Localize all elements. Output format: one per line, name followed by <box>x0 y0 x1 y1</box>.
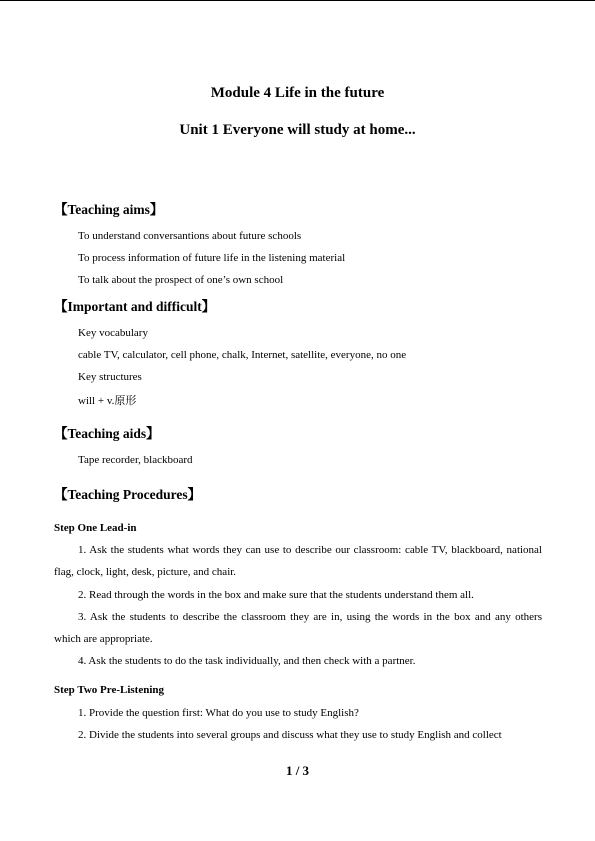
step-one-heading: Step One Lead-in <box>54 522 137 534</box>
important-line: cable TV, calculator, cell phone, chalk, Internet, satellite, everyone, no one <box>78 349 407 361</box>
document-subtitle: Unit 1 Everyone will study at home... <box>179 122 416 138</box>
important-difficult-heading: 【Important and difficult】 <box>54 299 216 314</box>
step-one-item: 2. Read through the words in the box and make sure that the students understand them all. <box>78 589 474 601</box>
teaching-aims-heading: 【Teaching aims】 <box>54 202 164 217</box>
important-line: will + v.原形 <box>78 395 137 407</box>
teaching-procedures-heading: 【Teaching Procedures】 <box>54 487 202 502</box>
aims-line: To process information of future life in the listening material <box>78 252 346 264</box>
important-line: Key vocabulary <box>78 327 148 339</box>
top-border <box>0 0 595 1</box>
step-two-item: 1. Provide the question first: What do you use to study English? <box>78 707 359 719</box>
teaching-aids-heading: 【Teaching aids】 <box>54 426 160 441</box>
page-number: 1 / 3 <box>285 763 310 778</box>
document-title: Module 4 Life in the future <box>210 85 385 101</box>
aims-line: To understand conversantions about future schools <box>78 230 302 242</box>
step-two-item: 2. Divide the students into several groups and discuss what they use to study English and collect <box>78 729 502 741</box>
step-one-item: 3. Ask the students to describe the classroom they are in, using the words in the box and any others which are appropriate. <box>54 611 542 646</box>
important-line: Key structures <box>78 371 142 383</box>
aids-line: Tape recorder, blackboard <box>78 454 193 466</box>
step-one-item: 4. Ask the students to do the task individually, and then check with a partner. <box>78 655 416 667</box>
step-two-heading: Step Two Pre-Listening <box>54 684 165 696</box>
step-one-item: 1. Ask the students what words they can use to describe our classroom: cable TV, blackboard, national flag, clock, light, desk, picture, and chair. <box>54 544 542 579</box>
aims-line: To talk about the prospect of one’s own school <box>78 274 284 286</box>
